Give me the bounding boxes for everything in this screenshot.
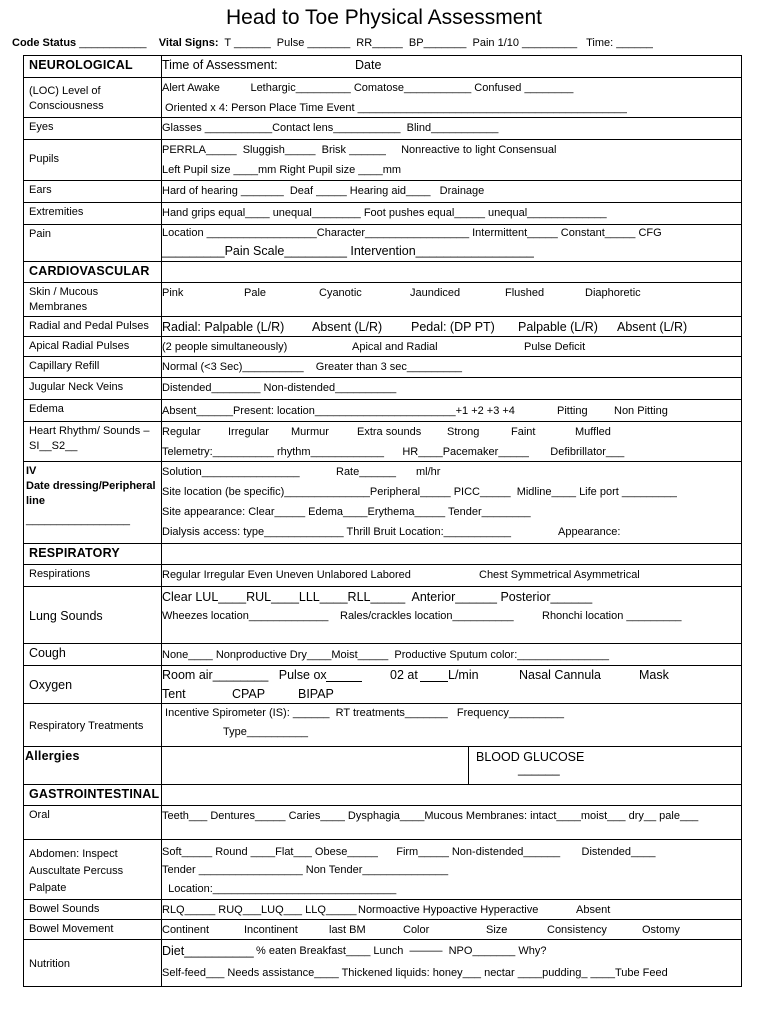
iv-label-block: [24, 462, 162, 543]
loc-label: (LOC) Level of Consciousness: [24, 78, 162, 117]
iv-label: IV: [26, 465, 37, 477]
apical-option[interactable]: (2 people simultaneously): [162, 341, 288, 353]
bm-option[interactable]: Color: [403, 924, 430, 936]
assessment-form: [23, 55, 742, 987]
date-label: Date: [355, 58, 382, 72]
rales-field[interactable]: Rales/crackles location__________: [340, 610, 514, 622]
bowel-absent-option[interactable]: Absent: [576, 904, 611, 916]
respirations-row: [24, 564, 741, 586]
edema-pitting[interactable]: Pitting: [557, 405, 588, 417]
header-vitals-line: [12, 37, 653, 49]
cough-row: [24, 643, 741, 665]
pulse-option[interactable]: Radial: Palpable (L/R): [162, 320, 285, 334]
section-title-respiratory: RESPIRATORY: [24, 544, 162, 564]
pulse-option[interactable]: Palpable (L/R): [518, 320, 598, 334]
dialysis-access-line[interactable]: Dialysis access: type_____________ Thrill Bruit Location:___________: [162, 526, 511, 538]
pulse-option[interactable]: Absent (L/R): [312, 320, 383, 334]
oxygen-label: Oxygen: [24, 666, 162, 703]
heart-option[interactable]: Murmur: [291, 426, 329, 438]
pupils-label: Pupils: [24, 140, 162, 180]
abdomen-label: Abdomen: Inspect Auscultate Percuss Palpate: [24, 840, 162, 899]
cap-refill-row: [24, 356, 741, 377]
mask-option[interactable]: Mask: [639, 668, 669, 682]
iv-date-field[interactable]: _________________: [26, 514, 131, 526]
ears-label: Ears: [24, 181, 162, 202]
feeding-line[interactable]: Self-feed___ Needs assistance____ Thickened liquids: honey___ nectar ____pudding_ ____Tube Feed: [162, 967, 668, 979]
bipap-option[interactable]: BIPAP: [298, 687, 334, 701]
allergies-row: [24, 746, 741, 784]
lung-row: [24, 586, 741, 643]
skin-option[interactable]: Diaphoretic: [585, 287, 641, 299]
oral-row: [24, 805, 741, 839]
pain-row: [24, 224, 741, 261]
pupils-row: [24, 139, 741, 180]
dialysis-appearance-label: Appearance:: [558, 526, 621, 538]
resp-section-row: [24, 543, 741, 564]
iv-row: [24, 461, 741, 543]
abdomen-location-line[interactable]: Location:______________________________: [162, 883, 397, 895]
o2-unit: L/min: [448, 668, 479, 682]
bowel-movement-label: Bowel Movement: [24, 920, 162, 939]
jvd-row: [24, 377, 741, 399]
heart-option[interactable]: Extra sounds: [357, 426, 422, 438]
oxygen-row: [24, 665, 741, 703]
ears-options[interactable]: Hard of hearing _______ Deaf _____ Hearing aid____ Drainage: [162, 185, 485, 197]
oxygen-room-air[interactable]: Room air________ Pulse ox: [162, 668, 327, 682]
pulses-label: Radial and Pedal Pulses: [24, 317, 162, 336]
heart-option[interactable]: Faint: [511, 426, 536, 438]
oral-options[interactable]: Teeth___ Dentures_____ Caries____ Dysphagia____Mucous Membranes: intact____moist___ dry__ pale___: [162, 810, 699, 822]
diet-field[interactable]: Diet__________: [162, 944, 254, 958]
bm-option[interactable]: Size: [486, 924, 508, 936]
gi-section-row: [24, 784, 741, 805]
iv-rate-unit: ml/hr: [416, 466, 441, 478]
nutrition-label: Nutrition: [24, 940, 162, 986]
iv-solution-field[interactable]: Solution________________: [162, 466, 300, 478]
abdomen-options[interactable]: Soft_____ Round ____Flat___ Obese_____ Firm_____ Non-distended______ Distended____: [162, 846, 656, 858]
respirations-label: Respirations: [24, 565, 162, 586]
oriented-line[interactable]: Oriented x 4: Person Place Time Event ____________________________________________: [162, 102, 627, 114]
vitals-fields[interactable]: T ______ Pulse _______ RR_____ BP_______ Pain 1/10 _________ Time: ______: [224, 37, 653, 49]
tent-option[interactable]: Tent: [162, 687, 186, 701]
pulse-ox-field[interactable]: [326, 666, 362, 682]
eyes-label: Eyes: [24, 118, 162, 139]
pupils-options[interactable]: PERRLA_____ Sluggish_____ Brisk ______ Nonreactive to light Consensual: [162, 144, 557, 156]
bowel-movement-row: [24, 919, 741, 939]
bm-option[interactable]: Continent: [162, 924, 210, 936]
o2-at-label: 02 at: [390, 668, 418, 682]
vital-signs-label: Vital Signs:: [158, 37, 219, 49]
section-title-gastrointestinal: GASTROINTESTINAL: [24, 785, 162, 805]
jvd-options[interactable]: Distended________ Non-distended__________: [162, 382, 397, 394]
allergies-label: Allergies: [24, 747, 162, 784]
loc-options[interactable]: Alert Awake Lethargic_________ Comatose___________ Confused ________: [162, 82, 574, 94]
iv-site-line[interactable]: Site location (be specific)______________Peripheral_____ PICC_____ Midline____ Life port _________: [162, 486, 677, 498]
skin-option[interactable]: Pink: [162, 287, 184, 299]
pulse-option[interactable]: Absent (L/R): [617, 320, 688, 334]
rt-type-field[interactable]: Type__________: [223, 726, 309, 738]
allergies-field[interactable]: [162, 747, 741, 784]
abdomen-row: [24, 839, 741, 899]
loc-row: [24, 77, 741, 117]
apical-row: [24, 336, 741, 356]
heart-row: [24, 421, 741, 461]
skin-option[interactable]: Cyanotic: [319, 287, 362, 299]
heart-label: Heart Rhythm/ Sounds – SI__S2__: [24, 422, 162, 461]
pain-location-line[interactable]: Location __________________Character_________________ Intermittent_____ Constant_____ CFG: [162, 227, 662, 239]
rhonchi-field[interactable]: Rhonchi location _________: [542, 610, 682, 622]
iv-dressing-label: Date dressing/Peripheral line: [26, 480, 156, 507]
section-title-cardiovascular: CARDIOVASCULAR: [24, 262, 162, 282]
nasal-cannula-option[interactable]: Nasal Cannula: [519, 668, 601, 682]
meal-intake-line[interactable]: % eaten Breakfast____ Lunch ——— NPO_______ Why?: [256, 945, 547, 957]
skin-row: [24, 282, 741, 316]
cardio-section-row: [24, 261, 741, 282]
heart-option[interactable]: Irregular: [228, 426, 269, 438]
resp-treatments-label: Respiratory Treatments: [24, 704, 162, 746]
bm-option[interactable]: Consistency: [547, 924, 607, 936]
lung-sounds-label: Lung Sounds: [24, 587, 162, 643]
blood-glucose-field[interactable]: ______: [518, 762, 560, 776]
oral-label: Oral: [24, 806, 162, 839]
section-title-neurological: NEUROLOGICAL: [24, 56, 162, 77]
pain-label: Pain: [24, 225, 162, 261]
heart-option[interactable]: Strong: [447, 426, 480, 438]
chest-options[interactable]: Chest Symmetrical Asymmetrical: [479, 569, 640, 581]
cap-refill-options[interactable]: Normal (<3 Sec)__________ Greater than 3 sec_________: [162, 361, 462, 373]
cough-options[interactable]: None____ Nonproductive Dry____Moist_____ Productive Sputum color:_______________: [162, 649, 610, 661]
iv-appearance-line[interactable]: Site appearance: Clear_____ Edema____Erythema_____ Tender________: [162, 506, 531, 518]
heart-option[interactable]: Regular: [162, 426, 201, 438]
wheezes-field[interactable]: Wheezes location_____________: [162, 610, 329, 622]
pulses-row: [24, 316, 741, 336]
jvd-label: Jugular Neck Veins: [24, 378, 162, 399]
edema-non-pitting[interactable]: Non Pitting: [614, 405, 668, 417]
eyes-row: [24, 117, 741, 139]
bowel-quadrants[interactable]: RLQ_____ RUQ___LUQ___ LLQ_____: [162, 904, 357, 916]
bowel-sounds-row: [24, 899, 741, 919]
nutrition-row: [24, 939, 741, 986]
bowel-activity-options[interactable]: Normoactive Hypoactive Hyperactive: [358, 904, 539, 916]
rt-fields[interactable]: Incentive Spirometer (IS): ______ RT treatments_______ Frequency_________: [162, 707, 564, 719]
extremities-options[interactable]: Hand grips equal____ unequal________ Foot pushes equal_____ unequal_____________: [162, 207, 607, 219]
extremities-row: [24, 202, 741, 224]
pulse-option[interactable]: Pedal: (DP PT): [411, 320, 495, 334]
eyes-options[interactable]: Glasses ___________Contact lens___________ Blind___________: [162, 122, 499, 134]
apical-option[interactable]: Pulse Deficit: [524, 341, 586, 353]
time-of-assessment-label: Time of Assessment:: [162, 58, 278, 72]
edema-row: [24, 399, 741, 421]
abdomen-tender-line[interactable]: Tender _________________ Non Tender______________: [162, 864, 449, 876]
apical-label: Apical Radial Pulses: [24, 337, 162, 356]
blood-glucose-label: BLOOD GLUCOSE: [476, 750, 585, 764]
skin-option[interactable]: Pale: [244, 287, 267, 299]
resp-treatments-row: [24, 703, 741, 746]
bm-option[interactable]: Incontinent: [244, 924, 298, 936]
pain-scale-line[interactable]: _________Pain Scale_________ Intervention_________________: [162, 244, 534, 258]
edema-label: Edema: [24, 400, 162, 421]
skin-option[interactable]: Jaundiced: [410, 287, 461, 299]
ears-row: [24, 180, 741, 202]
page-title: Head to Toe Physical Assessment: [226, 6, 542, 29]
bowel-sounds-label: Bowel Sounds: [24, 900, 162, 919]
cpap-option[interactable]: CPAP: [232, 687, 266, 701]
cap-refill-label: Capillary Refill: [24, 357, 162, 377]
iv-rate-field[interactable]: Rate______: [336, 466, 396, 478]
code-status-field[interactable]: ___________: [79, 37, 147, 49]
pupil-size-line[interactable]: Left Pupil size ____mm Right Pupil size ____mm: [162, 164, 402, 176]
cough-label: Cough: [24, 644, 162, 665]
skin-option[interactable]: Flushed: [505, 287, 545, 299]
heart-option[interactable]: Muffled: [575, 426, 611, 438]
apical-option[interactable]: Apical and Radial: [352, 341, 438, 353]
edema-options[interactable]: Absent______Present: location_______________________+1 +2 +3 +4: [162, 405, 515, 417]
extremities-label: Extremities: [24, 203, 162, 224]
lung-fields[interactable]: Clear LUL____RUL____LLL____RLL_____ Anterior______ Posterior______: [162, 590, 593, 604]
neuro-section-row: [24, 56, 741, 77]
code-status-label: Code Status: [12, 37, 77, 49]
o2-rate-field[interactable]: [420, 666, 448, 682]
respirations-options[interactable]: Regular Irregular Even Uneven Unlabored Labored: [162, 569, 411, 581]
bm-option[interactable]: last BM: [329, 924, 366, 936]
bm-option[interactable]: Ostomy: [642, 924, 680, 936]
skin-label: Skin / Mucous Membranes: [24, 283, 162, 316]
telemetry-line[interactable]: Telemetry:__________ rhythm____________ HR____Pacemaker_____ Defibrillator___: [162, 446, 625, 458]
